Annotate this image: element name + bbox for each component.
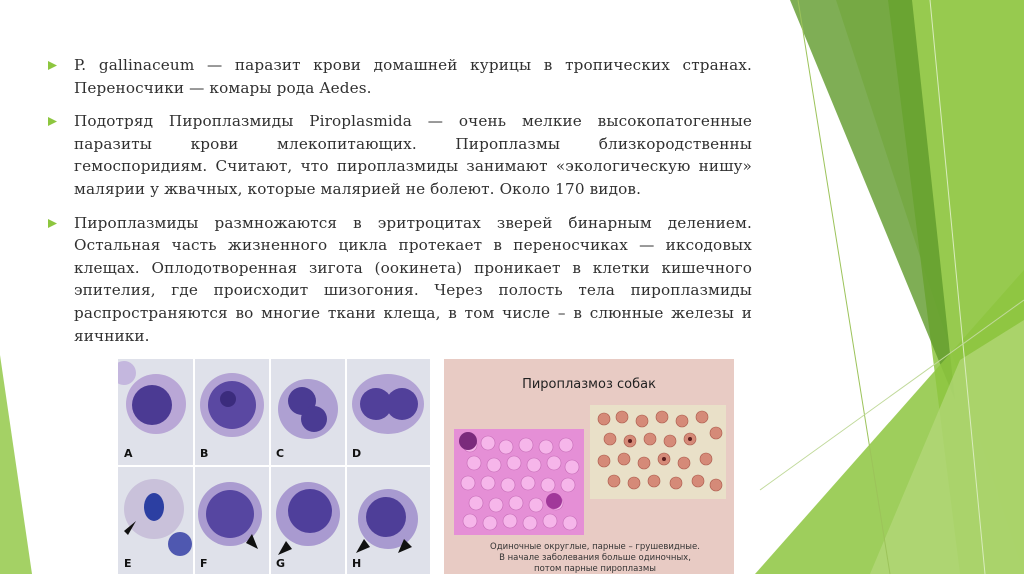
cell-micrograph-image [118,359,430,574]
cell-micrograph-figure [118,359,430,574]
panel-label-b: B [200,447,209,460]
triangle-bullet-icon [48,117,57,126]
panel-label-d: D [352,447,362,460]
caption-line: потом парные пироплазмы [534,564,656,574]
bullet-item [48,54,752,99]
caption-line: В начале заболевания больше одиночных, [499,553,691,563]
panel-label-c: C [276,447,285,460]
figure-caption [480,542,710,575]
bullet-text: P. gallinaceum — паразит крови домашней курицы в тропических странах. Переносчики — комары рода Aedes. [74,56,752,97]
panel-label-e: E [124,557,132,570]
piroplasmosis-figure [444,359,734,574]
bullet-text: Подотряд Пироплазмиды Piroplasmida — очень мелкие высокопатогенные паразиты крови млекопитающих. Пироплазмы близкородственны гемоспоридиям. Считают, что пироплазмиды занимают «экологическую нишу» малярии у жвачных, которые малярией не болеют. Около 170 видов. [74,112,752,198]
bullet-item [48,110,752,200]
bullet-item [48,212,752,348]
panel-label-a: A [124,447,133,460]
panel-label-g: G [276,557,286,570]
bullet-text: Пироплазмиды размножаются в эритроцитах зверей бинарным делением. Остальная часть жизненного цикла протекает в переносчиках — иксодовых клещах. Оплодотворенная зигота (оокинета) проникает в клетки кишечного эпителия, где происходит шизогония. Через полость тела пироплазмиды распространяются во многие ткани клеща, в том числе – в слюнные железы и яичники. [74,213,752,345]
triangle-bullet-icon [48,219,57,228]
bullet-list [48,54,752,358]
panel-label-h: H [352,557,362,570]
caption-line: Одиночные округлые, парные – грушевидные. [490,542,700,552]
figure-title: Пироплазмоз собак [522,377,656,392]
triangle-bullet-icon [48,61,57,70]
panel-label-f: F [200,557,208,570]
left-deco-strip [0,355,32,574]
